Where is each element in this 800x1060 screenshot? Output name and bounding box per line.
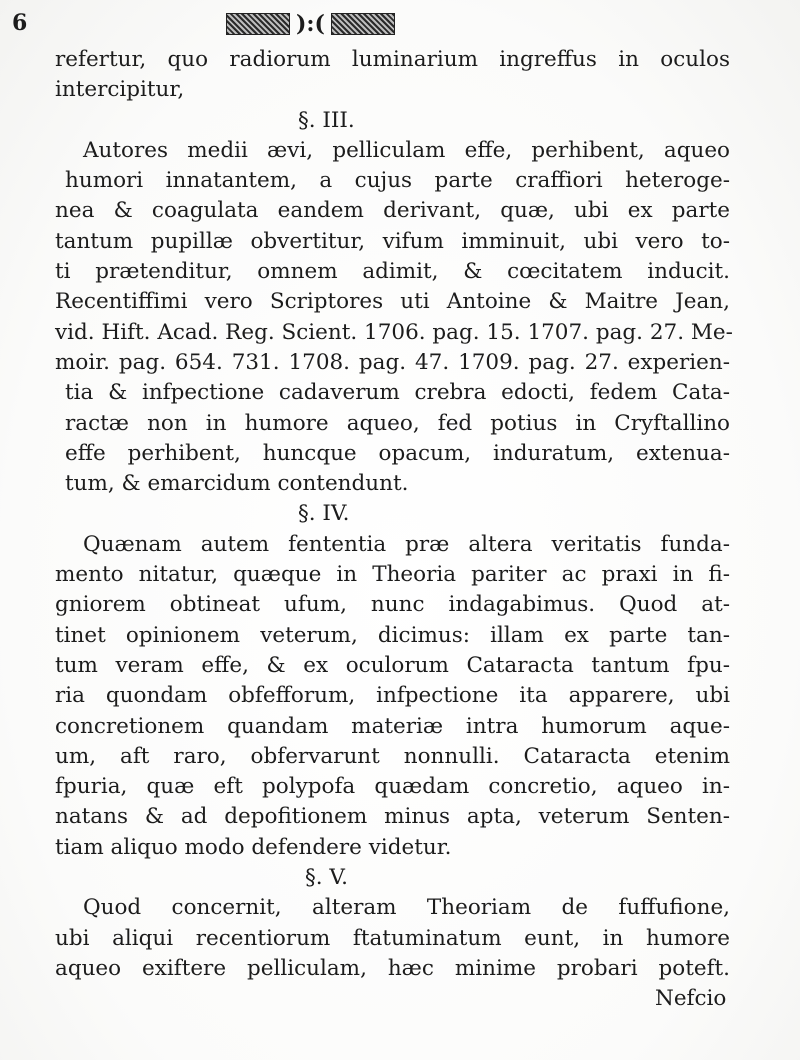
text-line: mento nitatur, quæque in Theoria pariter ac praxi in fi- xyxy=(55,562,730,588)
text-line: refertur, quo radiorum luminarium ingreffus in oculos xyxy=(55,47,730,72)
text-line: vid. Hift. Acad. Reg. Scient. 1706. pag. 15. 1707. pag. 27. Me- xyxy=(55,319,733,345)
text-line: moir. pag. 654. 731. 1708. pag. 47. 1709. pag. 27. experien- xyxy=(55,349,730,375)
ornament-block-right xyxy=(331,13,395,35)
text-line: tinet opinionem veterum, dicimus: illam ex parte tan- xyxy=(55,622,730,648)
text-line: tum veram effe, & ex oculorum Cataracta tantum fpu- xyxy=(55,652,730,678)
header-ornament xyxy=(226,12,426,36)
ornament-center-glyph: ):( xyxy=(296,11,325,37)
text-line: natans & ad depofitionem minus apta, veterum Senten- xyxy=(55,804,730,830)
text-line: fpuria, quæ eft polypofa quædam concretio, aqueo in- xyxy=(55,774,730,800)
body-text xyxy=(55,45,795,1015)
text-line: Quod concernit, alteram Theoriam de fuffufione, xyxy=(83,895,730,921)
text-line: ractæ non in humore aqueo, fed potius in Cryftallino xyxy=(65,410,730,436)
text-line: um, aft raro, obfervarunt nonnulli. Cataracta etenim xyxy=(55,743,730,769)
text-line: nea & coagulata eandem derivant, quæ, ubi ex parte xyxy=(55,198,730,224)
text-line: tum, & emarcidum contendunt. xyxy=(65,471,409,497)
text-line: tantum pupillæ obvertitur, vifum imminuit, ubi vero to- xyxy=(55,228,730,254)
text-line: ubi aliqui recentiorum ftatuminatum eunt, in humore xyxy=(55,925,730,951)
section-heading: §. IV. xyxy=(298,501,350,527)
text-line: ti prætenditur, omnem adimit, & cœcitatem inducit. xyxy=(55,259,730,285)
text-line: ria quondam obfefforum, infpectione ita apparere, ubi xyxy=(55,683,730,709)
text-line: concretionem quandam materiæ intra humorum aque- xyxy=(55,713,730,739)
text-line: gniorem obtineat ufum, nunc indagabimus. Quod at- xyxy=(55,592,730,618)
catchword: Nefcio xyxy=(655,986,727,1012)
ornament-block-left xyxy=(226,13,290,35)
section-heading: §. III. xyxy=(298,107,355,133)
text-line: Quænam autem fententia præ altera veritatis funda- xyxy=(83,531,730,557)
section-heading: §. V. xyxy=(305,865,349,891)
text-line: effe perhibent, huncque opacum, induratum, extenua- xyxy=(65,440,730,466)
text-line: tiam aliquo modo defendere videtur. xyxy=(55,834,452,860)
text-line: intercipitur, xyxy=(55,77,185,103)
running-header xyxy=(12,8,572,40)
page-number: 6 xyxy=(12,10,28,36)
text-line: Autores medii ævi, pelliculam effe, perhibent, aqueo xyxy=(83,137,730,163)
text-line: humori innatantem, a cujus parte craffiori heteroge- xyxy=(65,168,730,194)
text-line: Recentiffimi vero Scriptores uti Antoine & Maitre Jean, xyxy=(55,289,730,315)
text-line: aqueo exiftere pelliculam, hæc minime probari poteft. xyxy=(55,955,730,981)
text-line: tia & infpectione cadaverum crebra edocti, fedem Cata- xyxy=(65,380,730,406)
